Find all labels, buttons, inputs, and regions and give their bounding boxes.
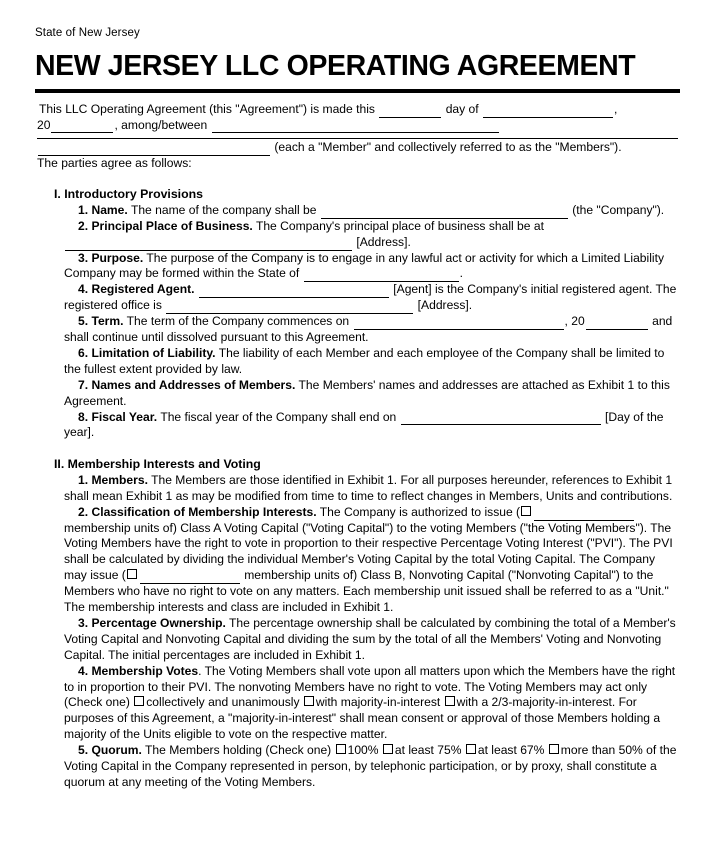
clause-5-text-c: and shall continue until dissolved pursuant to this Agreement.	[64, 314, 673, 345]
clause-8-text-a: The fiscal year of the Company shall end on	[160, 409, 397, 424]
section-heading-2: II. Membership Interests and Voting	[54, 457, 261, 472]
clause-ii-4-option-3: with a 2/3-majority-in-interest. For purposes of this Agreement, a "majority-in-interest" shall mean consent or approval of those Members holding a majority of the Units eligible to vote on the respective matter.	[64, 695, 661, 742]
clause-ii-1-title: Members.	[91, 472, 148, 487]
clause-5-text-b: , 20	[564, 314, 585, 329]
fiscal-year-end-blank[interactable]	[401, 413, 601, 425]
vote-majority-in-interest-checkbox[interactable]	[304, 696, 314, 706]
intro-line-2-text: , among/between	[114, 117, 208, 132]
clause-5-title: Term.	[91, 314, 124, 329]
clause-1-number: 1.	[78, 202, 89, 217]
clause-6-title: Limitation of Liability.	[91, 345, 216, 360]
clause-8-title: Fiscal Year.	[91, 409, 158, 424]
clause-3-purpose	[64, 251, 679, 283]
clause-4-text-a: [Agent] is the Company's initial registered agent. The registered office is	[64, 282, 677, 313]
principal-address-blank[interactable]	[65, 239, 352, 251]
clause-4-title: Registered Agent.	[91, 282, 195, 297]
clause-5-text-a: The term of the Company commences on	[126, 314, 350, 329]
intro-line-3-text: (each a "Member" and collectively referred to as the "Members").	[274, 140, 622, 155]
clause-1-name	[64, 203, 679, 219]
clause-8-number: 8.	[78, 409, 89, 424]
clause-6-text: The liability of each Member and each employee of the Company shall be limited to the fullest extent provided by law.	[64, 345, 665, 376]
intro-line-1: This LLC Operating Agreement (this "Agreement") is made this day of ,	[39, 102, 618, 116]
clause-ii-4-number: 4.	[78, 663, 89, 678]
intro-line-1-text-a: This LLC Operating Agreement (this "Agreement") is made this	[39, 102, 375, 116]
clause-3-title: Purpose.	[91, 250, 144, 265]
quorum-option-2: at least 75%	[394, 743, 462, 758]
purpose-state-blank[interactable]	[304, 270, 459, 282]
clause-ii-1-text: The Members are those identified in Exhibit 1. For all purposes hereunder, references to Exhibit 1 shall mean Exhibit 1 as may be modified from time to time to reflect changes in Members, Units and contributions.	[64, 472, 673, 503]
class-a-units-checkbox[interactable]	[521, 506, 531, 516]
state-line: State of New Jersey	[35, 27, 140, 39]
quorum-option-4: more than 50% of the Voting Capital in the Company represented in person, by telephonic participation, or by proxy, shall constitute a quorum at any meeting of the Voting Members.	[64, 743, 677, 789]
clause-ii-1-number: 1.	[78, 472, 89, 487]
clause-7-text: The Members' names and addresses are attached as Exhibit 1 to this Agreement.	[64, 377, 670, 408]
intro-line-3	[37, 140, 679, 156]
clause-4-registered-agent	[64, 282, 679, 314]
clause-2-number: 2.	[78, 218, 89, 233]
clause-4-number: 4.	[78, 282, 89, 297]
clause-ii-4-title: Membership Votes	[91, 663, 199, 678]
section-heading-1: I. Introductory Provisions	[54, 187, 203, 202]
clause-2-text-b: [Address].	[356, 234, 411, 249]
clause-ii-3-number: 3.	[78, 615, 89, 630]
vote-two-thirds-majority-checkbox[interactable]	[445, 696, 455, 706]
intro-day-blank[interactable]	[379, 106, 441, 118]
intro-year-blank[interactable]	[51, 121, 113, 133]
clause-5-number: 5.	[78, 314, 89, 329]
clause-ii-2-title: Classification of Membership Interests.	[91, 504, 317, 519]
clause-4-text-b: [Address].	[417, 298, 473, 313]
clause-1-text-b: (the "Company").	[572, 202, 665, 217]
clause-3-text-a: The purpose of the Company is to engage in any lawful act or activity for which a Limited Liability Company may be formed within the State of	[64, 250, 664, 281]
clause-ii-1-members	[64, 473, 679, 505]
intro-parties-blank-1[interactable]	[212, 121, 499, 133]
class-a-units-blank[interactable]	[534, 509, 634, 521]
clause-ii-3-title: Percentage Ownership.	[91, 615, 226, 630]
clause-ii-2-text-b: membership units of) Class A Voting Capital ("Voting Capital") to the voting Members ("the Voting Members"). The Voting Members have the right to vote in proportion to their respective Percentage Voting Interest ("PVI"). The PVI shall be calculated by dividing the individual Member's Voting Capital by the total Voting Capital. The Company may issue (	[64, 520, 673, 583]
clause-2-text-a: The Company's principal place of business shall be at	[255, 218, 544, 233]
intro-parties-blank-2[interactable]	[37, 138, 678, 139]
clause-8-text-b: [Day of the year].	[64, 409, 664, 440]
section-introductory-provisions	[35, 186, 681, 441]
registered-office-blank[interactable]	[166, 302, 413, 314]
clause-6-limitation-liability	[64, 346, 679, 378]
intro-month-blank[interactable]	[483, 106, 613, 118]
quorum-option-1: 100%	[347, 743, 379, 758]
intro-paragraph	[39, 102, 679, 171]
intro-line-1-text-b: day of	[445, 102, 479, 116]
clause-7-number: 7.	[78, 377, 89, 392]
clause-ii-5-quorum	[64, 743, 679, 791]
clause-2-title: Principal Place of Business.	[91, 218, 253, 233]
quorum-75-checkbox[interactable]	[383, 744, 393, 754]
company-name-blank[interactable]	[321, 207, 568, 219]
clause-ii-4-option-1: collectively and unanimously	[146, 695, 300, 710]
clause-3-number: 3.	[78, 250, 89, 265]
clause-ii-2-text-c: membership units of) Class B, Nonvoting Capital ("Nonvoting Capital") to the Members who have no right to vote on any matters. Each membership unit issued shall be referred to as a "Unit." The membership interests and class are included in Exhibit 1.	[64, 568, 669, 615]
clause-3-text-b: .	[459, 266, 464, 281]
intro-parties-blank-3[interactable]	[38, 144, 270, 156]
term-year-blank[interactable]	[586, 318, 648, 330]
clause-ii-5-title: Quorum.	[91, 743, 142, 758]
intro-line-2	[37, 118, 679, 134]
class-b-units-blank[interactable]	[140, 572, 240, 584]
clause-ii-5-number: 5.	[78, 743, 89, 758]
page-title: NEW JERSEY LLC OPERATING AGREEMENT	[35, 50, 636, 82]
clause-8-fiscal-year	[64, 410, 679, 442]
term-start-date-blank[interactable]	[354, 318, 564, 330]
clause-ii-3-percentage-ownership	[64, 616, 679, 664]
class-b-units-checkbox[interactable]	[127, 569, 137, 579]
clause-ii-2-classification	[64, 505, 679, 616]
intro-line-4: The parties agree as follows:	[37, 155, 192, 170]
quorum-option-3: at least 67%	[477, 743, 545, 758]
vote-collectively-unanimously-checkbox[interactable]	[134, 696, 144, 706]
registered-agent-blank[interactable]	[199, 286, 389, 298]
clause-ii-2-text-a: The Company is authorized to issue (	[319, 504, 521, 519]
clause-1-text-a: The name of the company shall be	[130, 202, 317, 217]
quorum-67-checkbox[interactable]	[466, 744, 476, 754]
clause-5-term	[64, 314, 679, 346]
clause-6-number: 6.	[78, 345, 89, 360]
clause-2-principal-place	[64, 219, 679, 251]
title-divider	[35, 89, 680, 93]
intro-year-prefix: 20	[37, 117, 51, 132]
clause-ii-2-number: 2.	[78, 504, 89, 519]
quorum-100-checkbox[interactable]	[336, 744, 346, 754]
clause-ii-4-membership-votes	[64, 664, 679, 744]
clause-ii-4-text-a: . The Voting Members shall vote upon all matters upon which the Members have the right to in proportion to their PVI. The nonvoting Members have no right to vote. The Voting Members may act only (Check one)	[64, 663, 676, 710]
clause-ii-3-text: The percentage ownership shall be calculated by combining the total of a Member's Voting Capital and Nonvoting Capital and dividing the sum by the total of all the Members' Voting and Nonvoting Capital. The initial percentages are included in Exhibit 1.	[64, 615, 676, 662]
section-membership-interests-voting	[35, 456, 681, 791]
clause-7-title: Names and Addresses of Members.	[91, 377, 296, 392]
clause-ii-4-option-2: with majority-in-interest	[315, 695, 441, 710]
clause-1-title: Name.	[91, 202, 128, 217]
clause-ii-5-text-a: The Members holding (Check one)	[145, 743, 332, 758]
quorum-more-than-50-checkbox[interactable]	[549, 744, 559, 754]
clause-7-names-addresses	[64, 378, 679, 410]
